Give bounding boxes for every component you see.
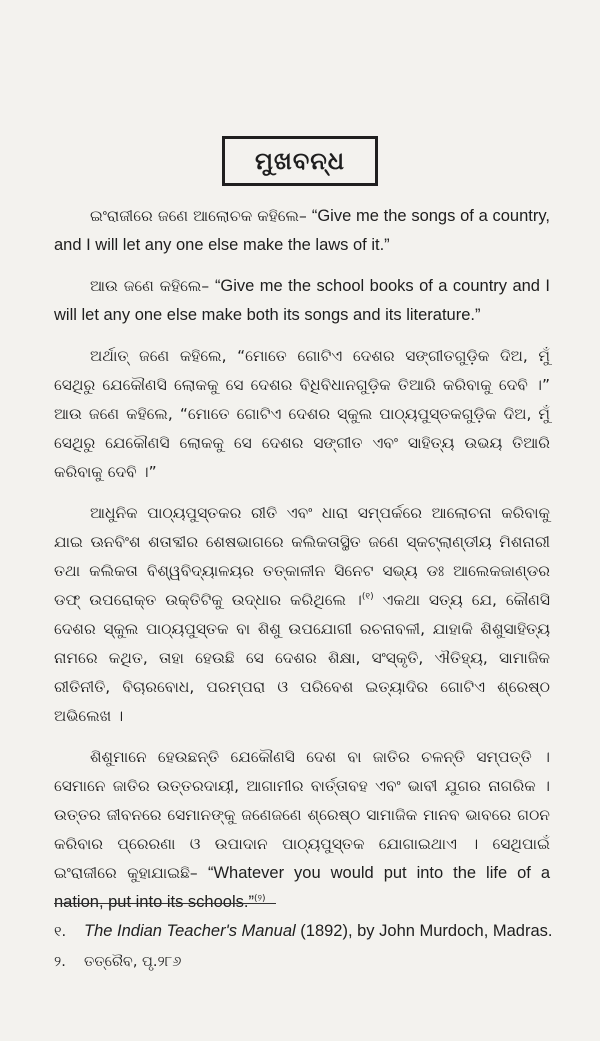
paragraph-5-odia: ଶିଶୁମାନେ ହେଉଛନ୍ତି ଯେକୌଣସି ଦେଶ ବା ଜାତିର ଚଳନ୍ତି ସମ୍ପତ୍ତି । ସେମାନେ ଜାତିର ଉତ୍ତରଦାୟୀ, ଆଗାମୀର ବାର୍ତ୍ତାବହ ଏବଂ ଭାବୀ ଯୁଗର ନାଗରିକ । ଉତ୍ତର ଜୀବନରେ ସେମାନଙ୍କୁ ଜଣେଜଣେ ଶ୍ରେଷ୍ଠ ସାମାଜିକ ମାନବ ଭାବରେ ଗଠନ କରିବାର ପ୍ରେରଣା ଓ ଉପାଦାନ ପାଠ୍ୟପୁସ୍ତକ ଯୋଗାଇଥାଏ । ସେଥିପାଇଁ ଇଂରାଜୀରେ କୁହାଯାଇଛି–	[54, 748, 550, 882]
paragraph-4-text-a: ଆଧୁନିକ ପାଠ୍ୟପୁସ୍ତକର ରୀତି ଏବଂ ଧାରା ସମ୍ପର୍କରେ ଆଲୋଚନା କରିବାକୁ ଯାଇ ଊନବିଂଶ ଶତାବ୍ଦୀର ଶେଷଭାଗରେ କଲିକତାସ୍ଥିତ ଜଣେ ସ୍କଟ୍‌ଲାଣ୍ଡୀୟ ମିଶନାରୀ ତଥା କଲିକତା ବିଶ୍ୱବିଦ୍ୟାଳୟର ତତ୍କାଳୀନ ସିନେଟ ସଭ୍ୟ ଡଃ ଆଲେକଜାଣ୍ଡର ଡଫ୍ ଉପରୋକ୍ତ ଉକ୍ତିଟିକୁ ଉଦ୍ଧାର କରିଥିଲେ ।	[54, 504, 550, 609]
footnote-1	[54, 916, 554, 947]
footnotes	[54, 916, 554, 977]
footnote-2	[54, 947, 554, 977]
footnote-ref-1: (୧)	[361, 592, 374, 602]
paragraph-1	[54, 202, 550, 260]
footnote-divider	[54, 903, 276, 904]
quote-1: “Give me the songs of a country, and I will let any one else make the laws of it.”	[54, 207, 550, 254]
page-title: ମୁଖବନ୍ଧ	[222, 136, 378, 186]
footnote-text: (1892), by John Murdoch, Madras.	[295, 922, 553, 940]
footnote-book-title: The Indian Teacher's Manual	[84, 922, 296, 940]
footnote-text: ତତ୍ରୈବ, ପୃ.୨୮୬	[84, 954, 182, 970]
paragraph-2	[54, 272, 550, 330]
body-text	[54, 202, 550, 929]
footnote-number: ୨.	[54, 954, 66, 970]
paragraph-2-odia: ଆଉ ଜଣେ କହିଲେ–	[90, 277, 215, 295]
footnote-number: ୧.	[54, 924, 67, 940]
paragraph-1-odia: ଇଂରାଜୀରେ ଜଣେ ଆଲୋଚକ କହିଲେ–	[90, 207, 312, 225]
quote-2: “Give me the school books of a country and I will let any one else make both its songs and its literature.”	[54, 277, 550, 324]
quote-3: “Whatever you would put into the life of a nation, put into its schools.”	[54, 864, 551, 911]
footnote-ref-2: (୨)	[253, 894, 266, 904]
paragraph-4-text-b: ଏକଥା ସତ୍ୟ ଯେ, କୌଣସି ଦେଶର ସ୍କୁଲ ପାଠ୍ୟପୁସ୍ତକ ବା ଶିଶୁ ଉପଯୋଗୀ ରଚନାବଳୀ, ଯାହାକି ଶିଶୁସାହିତ୍ୟ ନାମରେ କଥିତ, ତାହା ହେଉଛି ସେ ଦେଶର ଶିକ୍ଷା, ସଂସ୍କୃତି, ଐତିହ୍ୟ, ସାମାଜିକ ରୀତିନୀତି, ବିଚାରବୋଧ, ପରମ୍ପରା ଓ ପରିବେଶ ଇତ୍ୟାଦିର ଗୋଟିଏ ଶ୍ରେଷ୍ଠ ଅଭିଲେଖ ।	[54, 591, 551, 725]
paragraph-5	[54, 743, 550, 917]
paragraph-4	[54, 499, 550, 731]
paragraph-3: ଅର୍ଥାତ୍ ଜଣେ କହିଲେ, “ମୋତେ ଗୋଟିଏ ଦେଶର ସଙ୍ଗୀତଗୁଡ଼ିକ ଦିଅ, ମୁଁ ସେଥିରୁ ଯେକୌଣସି ଲୋକକୁ ସେ ଦେଶର ବିଧିବିଧାନଗୁଡ଼ିକ ତିଆରି କରିବାକୁ ଦେବି ।” ଆଉ ଜଣେ କହିଲେ, “ମୋତେ ଗୋଟିଏ ଦେଶର ସ୍କୁଲ ପାଠ୍ୟପୁସ୍ତକଗୁଡ଼ିକ ଦିଅ, ମୁଁ ସେଥିରୁ ଯେକୌଣସି ଲୋକକୁ ସେ ଦେଶର ସଙ୍ଗୀତ ଏବଂ ସାହିତ୍ୟ ଉଭୟ ତିଆରି କରିବାକୁ ଦେବି ।”	[54, 347, 550, 481]
